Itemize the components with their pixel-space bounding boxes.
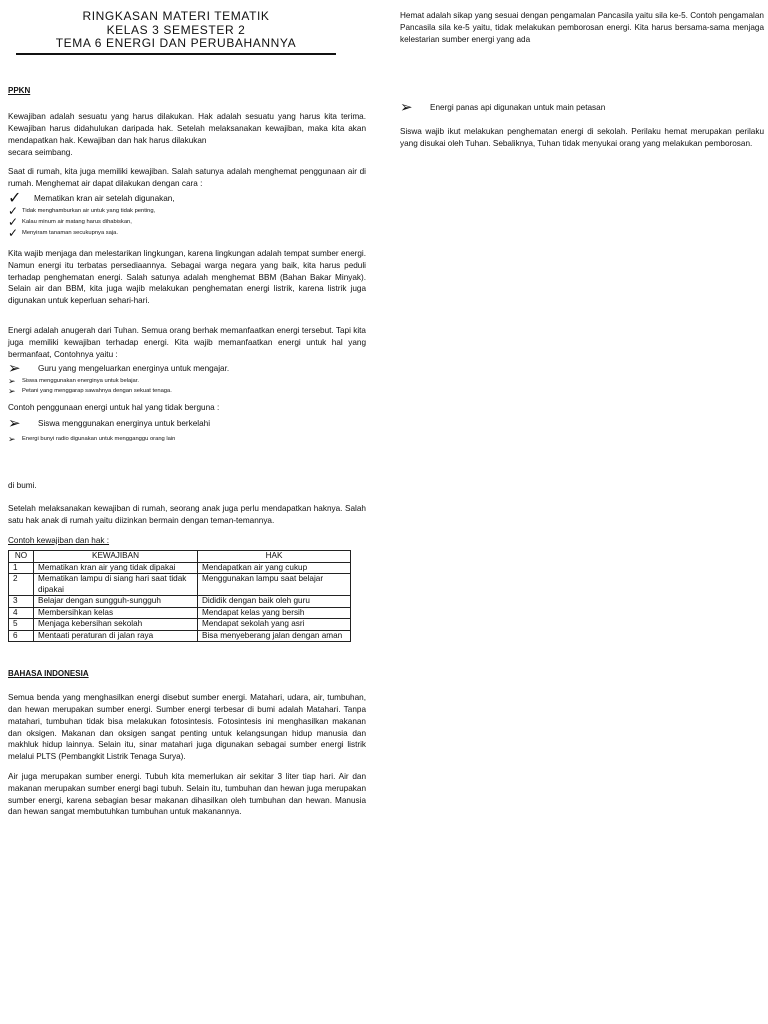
table-row xyxy=(9,596,351,608)
arrow-bullet-icon: ➢ xyxy=(8,386,16,397)
table-cell-no: 6 xyxy=(9,630,34,642)
table-cell-no: 2 xyxy=(9,574,34,596)
column-header-kewajiban: KEWAJIBAN xyxy=(34,551,198,563)
right-paragraph-2: Siswa wajib ikut melakukan penghematan energi di sekolah. Perilaku hemat merupakan perilaku yang disukai oleh Tuhan. Sebaliknya, Tuhan tidak menyukai orang yang melakukan pemborosan. xyxy=(400,127,764,149)
checklist xyxy=(8,192,366,239)
arrow-bullet-icon: ➢ xyxy=(8,415,21,433)
table-cell-hak: Bisa menyeberang jalan dengan aman xyxy=(198,630,351,642)
checklist-item xyxy=(8,192,366,206)
list-item xyxy=(8,386,366,396)
bahasa-paragraph-1: Semua benda yang menghasilkan energi disebut sumber energi. Matahari, udara, air, tumbuhan, dan hewan merupakan sumber energi. Sumber energi terbesar di bumi adalah Matahari. Tanpa matahari, tumbuhan tidak bisa melakukan fotosintesis. Fotosintesis ini menghasilkan makanan dan oksigen. Makanan dan oksigen sangat penting untuk kelangsungan hidup manusia dan makhluk hidup lainnya. Selain itu, sinar matahari juga digunakan sebagai sumber energi listrik melalui PLTS (Pembangkit Listrik Tenaga Surya). xyxy=(8,693,366,762)
list-item xyxy=(8,434,366,444)
list-item-label: Siswa menggunakan energinya untuk berkelahi xyxy=(38,419,211,429)
header-line-3: TEMA 6 ENERGI DAN PERUBAHANNYA xyxy=(55,36,297,50)
table-header-row xyxy=(9,551,351,563)
table-cell-kewajiban: Mentaati peraturan di jalan raya xyxy=(34,630,198,642)
table-cell-kewajiban: Belajar dengan sungguh-sungguh xyxy=(34,596,198,608)
arrow-bullet-icon: ➢ xyxy=(400,99,413,117)
list-item-label: Energi panas api digunakan untuk main petasan xyxy=(430,103,606,113)
table-cell-hak: Mendapat sekolah yang asri xyxy=(198,619,351,631)
checkmark-icon: ✓ xyxy=(8,204,19,219)
ppkn-paragraph-6: di bumi. xyxy=(8,481,37,491)
table-row xyxy=(9,574,351,596)
checkmark-icon: ✓ xyxy=(8,215,19,230)
checklist-item xyxy=(8,217,366,228)
left-column xyxy=(8,10,366,818)
table-row xyxy=(9,630,351,642)
ppkn-paragraph-7: Setelah melaksanakan kewajiban di rumah, seorang anak juga perlu mendapatkan haknya. Salah satu hak anak di rumah yaitu diizinkan bermain dengan teman-temannya. xyxy=(8,504,366,525)
list-item xyxy=(8,362,366,376)
ppkn-paragraph-1b: secara seimbang. xyxy=(8,147,73,157)
section-heading-ppkn: PPKN xyxy=(8,85,31,95)
column-header-no: NO xyxy=(9,551,34,563)
header-line-2: KELAS 3 SEMESTER 2 xyxy=(106,22,246,37)
table-cell-kewajiban: Membersihkan kelas xyxy=(34,607,198,619)
table-cell-hak: Mendapat kelas yang bersih xyxy=(198,607,351,619)
table-row xyxy=(9,607,351,619)
arrow-bullet-icon: ➢ xyxy=(8,360,21,378)
right-paragraph-1: Hemat adalah sikap yang sesuai dengan pengamalan Pancasila yaitu sila ke-5. Contoh pengamalan Pancasila sila ke-5 yaitu, tidak melakukan pemborosan energi. Kita harus bersama-sama menjaga kelestarian sumber energi yang ada xyxy=(400,11,764,44)
document-header xyxy=(16,10,336,55)
table-cell-no: 3 xyxy=(9,596,34,608)
table-cell-hak: Menggunakan lampu saat belajar xyxy=(198,574,351,596)
checklist-item xyxy=(8,228,366,239)
arrow-bullet-icon: ➢ xyxy=(8,434,16,445)
list-item xyxy=(8,417,366,431)
list-item-label: Siswa menggunakan energinya untuk belajar. xyxy=(22,378,139,385)
header-line-1: RINGKASAN MATERI TEMATIK xyxy=(82,9,270,23)
list-item xyxy=(400,101,764,115)
checklist-item-label: Menyiram tanaman secukupnya saja. xyxy=(22,230,119,237)
column-header-hak: HAK xyxy=(198,551,351,563)
list-item-label: Guru yang mengeluarkan energinya untuk mengajar. xyxy=(38,364,230,374)
right-column xyxy=(400,10,764,150)
header-underline xyxy=(16,53,336,55)
checklist-item xyxy=(8,206,366,217)
checkmark-icon: ✓ xyxy=(8,190,22,208)
section-heading-bahasa-indonesia: BAHASA INDONESIA xyxy=(8,669,89,679)
table-row xyxy=(9,619,351,631)
table-cell-kewajiban: Mematikan kran air yang tidak dipakai xyxy=(34,562,198,574)
table-cell-no: 4 xyxy=(9,607,34,619)
table-cell-kewajiban: Menjaga kebersihan sekolah xyxy=(34,619,198,631)
table-cell-no: 1 xyxy=(9,562,34,574)
ppkn-paragraph-3: Kita wajib menjaga dan melestarikan lingkungan, karena lingkungan adalah tempat sumber energi. Namun energi itu terbatas persediaannya. Sebagai warga negara yang baik, kita harus peduli terhadap penghematan energi. Salah satunya adalah menghemat BBM (Bahan Bakar Minyak). Selain air dan BBM, kita juga wajib melakukan penghematan energi listrik, karena listrik juga digunakan untuk keperluan sehari-hari. xyxy=(8,249,366,306)
good-uses-list xyxy=(8,362,366,396)
table-cell-no: 5 xyxy=(9,619,34,631)
ppkn-paragraph-2: Saat di rumah, kita juga memiliki kewajiban. Salah satunya adalah menghemat penggunaan air di rumah. Menghemat air dapat dilakukan dengan cara : xyxy=(8,167,366,189)
checklist-item-label: Kalau minum air matang harus dihabiskan, xyxy=(22,219,132,226)
ppkn-paragraph-1: Kewajiban adalah sesuatu yang harus dilakukan. Hak adalah sesuatu yang harus kita terima. Kewajiban harus didahulukan daripada hak. Setelah melaksanakan kewajiban, maka kita akan mendapatkan hak. Kewajiban dan hak harus dilakukan xyxy=(8,112,366,145)
checkmark-icon: ✓ xyxy=(8,226,19,241)
bad-uses-list xyxy=(8,417,366,444)
ppkn-paragraph-4: Energi adalah anugerah dari Tuhan. Semua orang berhak memanfaatkan energi tersebut. Tapi kita juga memiliki kewajiban terhadap energi. Kita wajib memanfaatkan energi untuk hal yang bermanfaat, Contohnya yaitu : xyxy=(8,326,366,359)
list-item-label: Energi bunyi radio digunakan untuk mengganggu orang lain xyxy=(22,436,176,443)
checklist-item-label: Mematikan kran air setelah digunakan, xyxy=(34,194,175,204)
list-item-label: Petani yang menggarap sawahnya dengan sekuat tenaga. xyxy=(22,388,172,395)
list-item xyxy=(8,376,366,386)
table-cell-hak: Mendapatkan air yang cukup xyxy=(198,562,351,574)
table-cell-kewajiban: Mematikan lampu di siang hari saat tidak dipakai xyxy=(34,574,198,596)
table-row xyxy=(9,562,351,574)
table-cell-hak: Dididik dengan baik oleh guru xyxy=(198,596,351,608)
rights-duties-table xyxy=(8,550,351,642)
arrow-bullet-icon: ➢ xyxy=(8,376,16,387)
ppkn-paragraph-5: Contoh penggunaan energi untuk hal yang tidak berguna : xyxy=(8,403,220,413)
checklist-item-label: Tidak menghamburkan air untuk yang tidak penting, xyxy=(22,208,156,215)
table-heading: Contoh kewajiban dan hak : xyxy=(8,535,110,545)
bahasa-paragraph-2: Air juga merupakan sumber energi. Tubuh kita memerlukan air sekitar 3 liter tiap hari. Air dan makanan merupakan sumber energi bagi tubuh. Selain itu, tumbuhan dan hewan juga merupakan sumber energi, karena sebagian besar makanan dihasilkan oleh tumbuhan dan hewan. Manusia dan hewan sangat membutuhkan tumbuhan untuk makanannya. xyxy=(8,772,366,817)
